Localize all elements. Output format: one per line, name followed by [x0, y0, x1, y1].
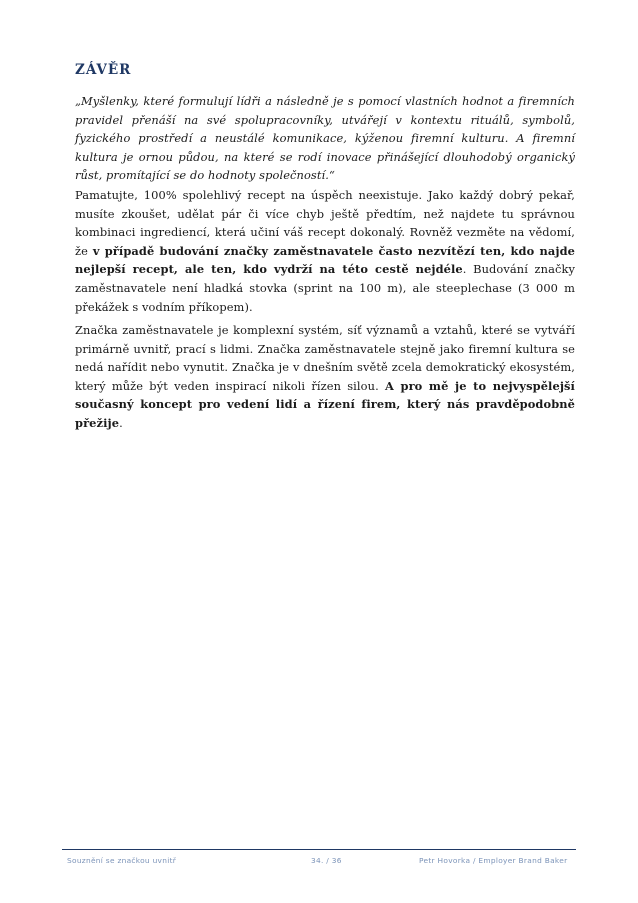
paragraph-recipe-text: Pamatujte, 100% spolehlivý recept na úspěch neexistuje. Jako každý dobrý pekař, musíte zkoušet, udělat pár či více chyb ještě předtím, než najdete tu správnou kombinaci ingrediencí, která učiní váš recept dokonalý. Rovněž vezměte na vědomí, že [75, 188, 575, 258]
footer-author: Petr Hovorka / Employer Brand Baker [419, 856, 568, 865]
paragraph-system [75, 321, 575, 433]
paragraph-system-text: Značka zaměstnavatele je komplexní systém, síť významů a vztahů, které se vytváří primárně uvnitř, prací s lidmi. Značka zaměstnavatele stejně jako firemní kultura se nedá nařídit nebo vynutit. Značka je v dnešním světě zcela demokratický ekosystém, který může být veden inspirací nikoli řízen silou. [75, 323, 575, 393]
section-heading: ZÁVĚR [75, 62, 132, 78]
paragraph-system-emphasis: A pro mě je to nejvyspělejší současný koncept pro vedení lidí a řízení firem, který nás pravděpodobně přežije [75, 378, 575, 430]
footer-document-title: Souznění se značkou uvnitř [67, 856, 177, 865]
paragraph-recipe-emphasis: v případě budování značky zaměstnavatele často nezvítězí ten, kdo najde nejlepší recept, ale ten, kdo vydrží na této cestě nejdéle [75, 243, 575, 277]
paragraph-recipe-text-end: . Budování značky zaměstnavatele není hladká stovka (sprint na 100 m), ale steeplechase (3 000 m překážek s vodním příkopem). [75, 262, 576, 314]
paragraph-recipe [75, 186, 575, 316]
footer-divider [62, 849, 576, 850]
quote-paragraph: „Myšlenky, které formulují lídři a následně je s pomocí vlastních hodnot a firemních pravidel přenáší na své spolupracovníky, utvářejí v kontextu rituálů, symbolů, fyzického prostředí a neustálé komunikace, kýženou firemní kulturu. A firemní kultura je ornou půdou, na které se rodí inovace přinášející dlouhodobý organický růst, promítající se do hodnoty společností.“ [75, 94, 575, 183]
footer-page-number: 34. / 36 [311, 856, 342, 865]
paragraph-system-text-end: . [119, 415, 123, 430]
